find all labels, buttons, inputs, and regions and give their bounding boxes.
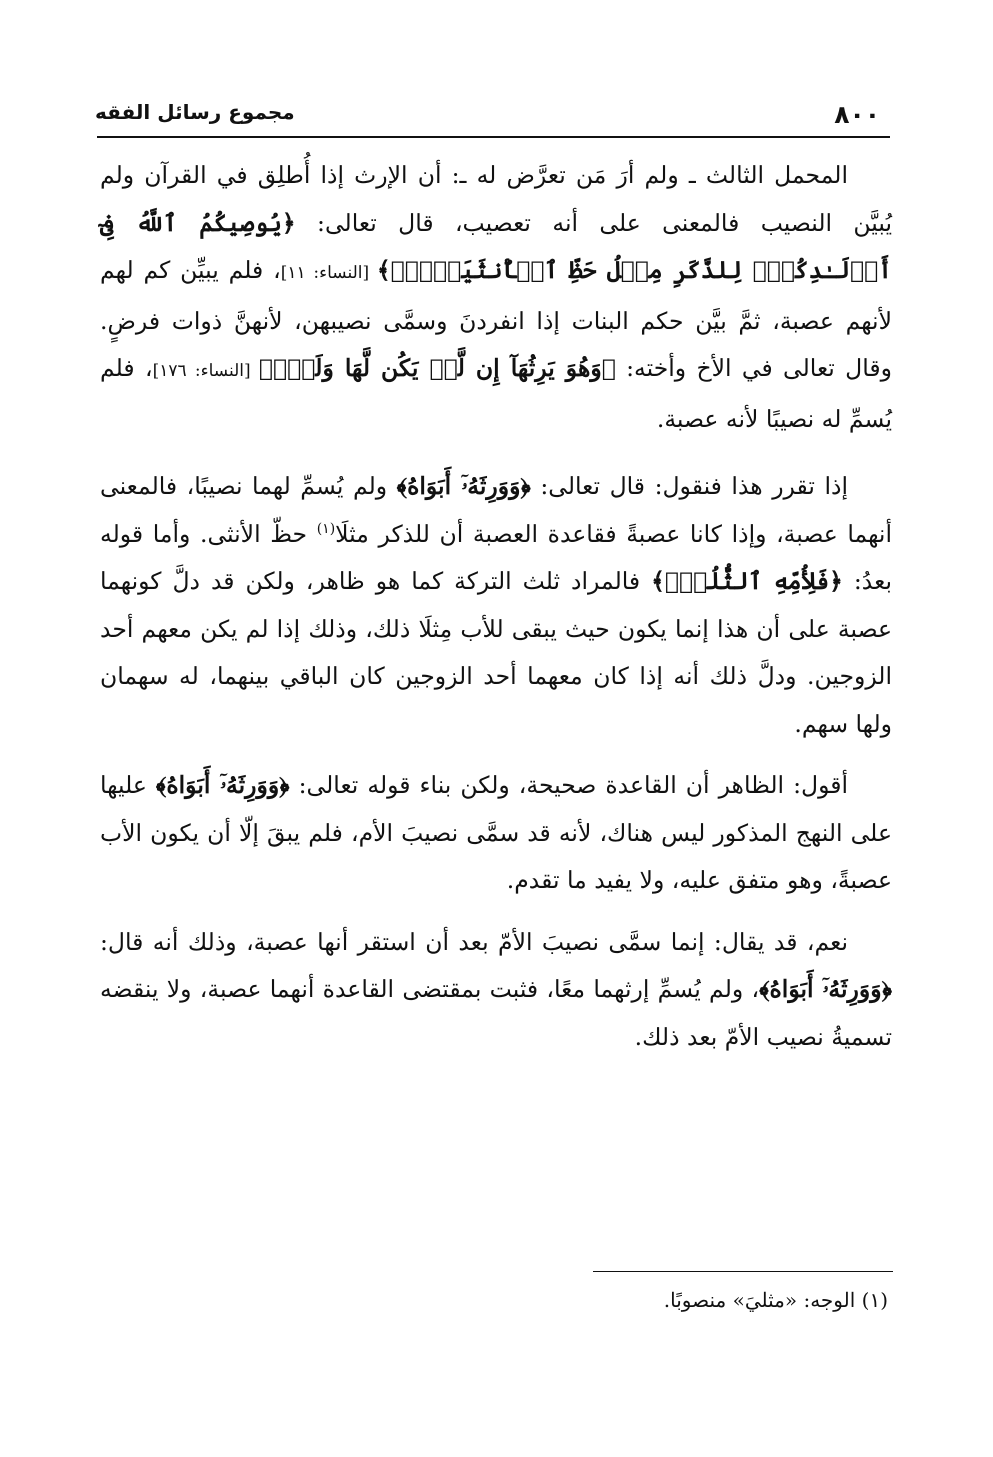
footnote-reference[interactable]: (١) <box>316 520 336 537</box>
paragraph-3 <box>100 762 892 905</box>
footnote <box>100 1285 888 1315</box>
text-run: حظّ الأنثى. وأما قوله بعدُ: <box>100 519 892 595</box>
text-run: ، ولم يُسمِّ إرثهما معًا، فثبت بمقتضى القاعدة أنهما عصبة، ولا ينقضه تسميةُ نصيب الأمّ بعد ذلك. <box>100 975 892 1051</box>
text-run: ، فلم يُسمِّ له نصيبًا لأنه عصبة. <box>100 354 892 433</box>
quran-verse: ﴿وَهُوَ يَرِثُهَآ إِن لَّمۡ يَكُن لَّهَا وَلَدٌۚ﴾ <box>258 354 616 382</box>
text-run: ، فلم يبيِّن كم لهم لأنهم عصبة، ثمَّ بيَّن حكم البنات إذا انفردنَ وسمَّى نصيبهن، لأنهنَّ ذوات فرضٍ. وقال تعالى في الأخ وأخته: <box>100 256 892 382</box>
verse-citation: [النساء: ١١] <box>280 263 377 283</box>
text-run: أقول: الظاهر أن القاعدة صحيحة، ولكن بناء قوله تعالى: <box>289 771 848 799</box>
text-run: نعم، قد يقال: إنما سمَّى نصيبَ الأمّ بعد أن استقر أنها عصبة، وذلك أنه قال: <box>100 927 848 956</box>
page-number: ٨٠٠ <box>834 100 880 129</box>
page-header <box>95 96 890 136</box>
text-run: إذا تقرر هذا فنقول: قال تعالى: <box>530 472 848 500</box>
text-run: المحمل الثالث ـ ولم أرَ مَن تعرَّض له ـ: أن الإرث إذا أُطلِق في القرآن ولم يُبيَّن النصيب فالمعنى على أنه تعصيب، قال تعالى: <box>100 161 893 237</box>
quran-verse: ﴿فَلِأُمِّهِ ٱلثُّلُثُۚ﴾ <box>651 567 843 595</box>
footnote-divider <box>593 1271 893 1272</box>
footnote-text: الوجه: «مثليَ» منصوبًا. <box>663 1288 856 1312</box>
quran-verse: ﴿وَوَرِثَهُۥٓ أَبَوَاهُ﴾ <box>155 771 290 799</box>
paragraph-4 <box>100 919 892 1062</box>
verse-citation: [النساء: ١٧٦] <box>152 361 259 381</box>
book-title: مجموع رسائل الفقه <box>95 100 295 124</box>
quran-verse: ﴿وَوَرِثَهُۥٓ أَبَوَاهُ﴾ <box>396 472 531 500</box>
paragraph-2 <box>100 463 892 748</box>
footnote-marker: (١) <box>861 1288 888 1312</box>
quran-verse: ﴿وَوَرِثَهُۥٓ أَبَوَاهُ﴾ <box>759 975 892 1003</box>
header-divider <box>97 136 890 138</box>
quran-verse: ﴿يُوصِيكُمُ ٱللَّهُ فِىٓ أَوۡلَـٰدِكُمۡۖ لِلذَّكَرِ مِثۡلُ حَظِّ ٱلۡأُنثَيَيۡنِۚ﴾ <box>100 208 892 284</box>
text-run: ولم يُسمِّ لهما نصيبًا، فالمعنى أنهما عصبة، وإذا كانا عصبةً فقاعدة العصبة أن للذكر مثلَا <box>100 472 893 548</box>
text-run: فالمراد ثلث التركة كما هو ظاهر، ولكن قد دلَّ كونهما عصبة على أن هذا إنما يكون حيث يبقى للأب مِثلَا ذلك، وذلك إذا لم يكن معهم أحد الزوجين. ودلَّ ذلك أنه إذا كان معهما أحد الزوجين كان الباقي بينهما، له سهمان ولها سهم. <box>100 567 892 738</box>
text-run: عليها على النهج المذكور ليس هناك، لأنه قد سمَّى نصيبَ الأم، فلم يبقَ إلّا أن يكون الأب عصبةً، وهو متفق عليه، ولا يفيد ما تقدم. <box>100 771 892 894</box>
main-text <box>100 152 892 1061</box>
paragraph-1 <box>100 152 892 443</box>
